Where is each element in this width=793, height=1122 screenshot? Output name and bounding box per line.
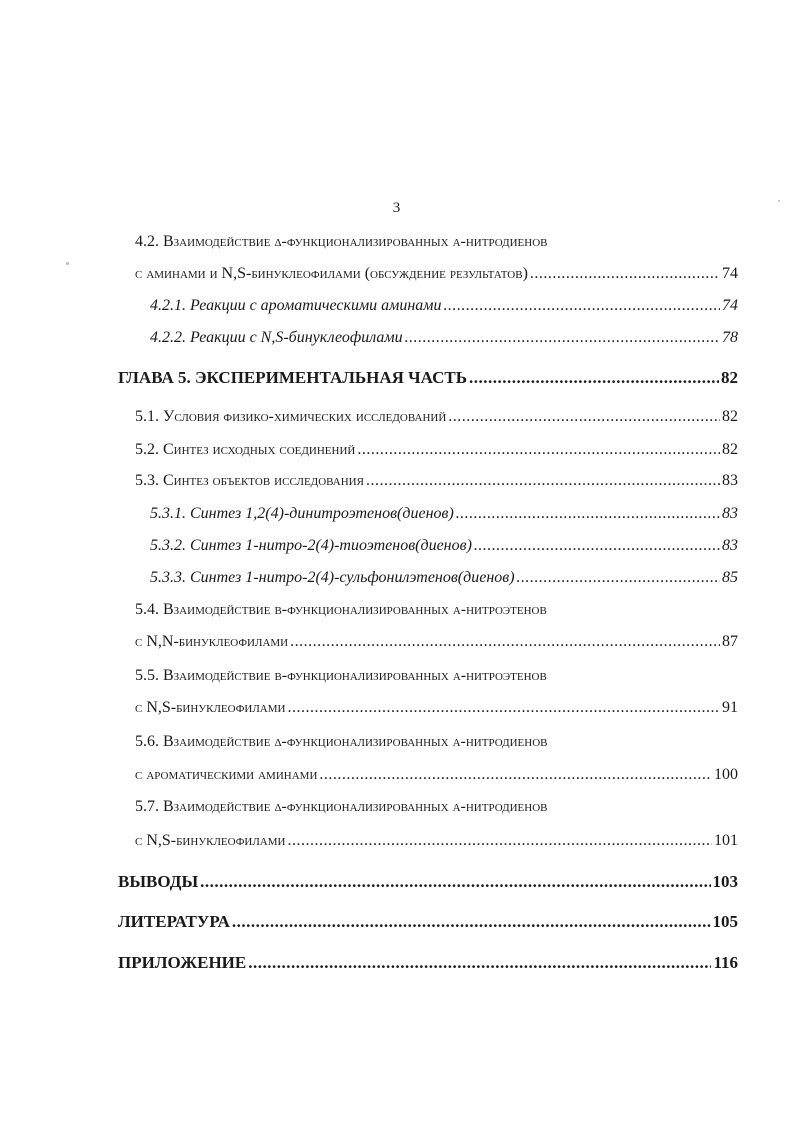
scan-speck <box>778 200 780 202</box>
toc-entry-5-2[interactable] <box>135 440 738 460</box>
dot-leader <box>248 953 711 973</box>
toc-entry-label: 4.2.2. Реакции с N,S-бинуклеофилами <box>150 329 403 346</box>
toc-page-number: 83 <box>722 537 738 554</box>
toc-entry-references[interactable] <box>118 912 738 932</box>
toc-entry-5-6[interactable] <box>135 765 738 785</box>
toc-entry-label: с аминами и N,S-бинуклеофилами (обсуждение результатов) <box>135 265 528 282</box>
toc-page-number: 91 <box>722 699 738 716</box>
toc-entry-label: 5.2. Синтез исходных соединений <box>135 441 356 458</box>
dot-leader <box>517 568 720 588</box>
dot-leader <box>200 872 710 892</box>
dot-leader <box>287 698 720 718</box>
dot-leader <box>287 831 712 851</box>
dot-leader <box>530 264 720 284</box>
dot-leader <box>290 632 720 652</box>
toc-page-number: 116 <box>713 953 738 972</box>
toc-entry-5-7-line1: 5.7. Взаимодействие δ-функционализированных α-нитродиенов <box>135 798 548 815</box>
toc-entry-label: 4.2.1. Реакции с ароматическими аминами <box>150 297 442 314</box>
toc-entry-5-3-1[interactable] <box>150 504 738 524</box>
toc-page-number: 101 <box>714 832 738 849</box>
toc-entry-appendix[interactable] <box>118 953 738 973</box>
toc-page-number: 82 <box>722 408 738 425</box>
toc-entry-5-3-3[interactable] <box>150 568 738 588</box>
toc-entry-5-6-line1: 5.6. Взаимодействие δ-функционализированных α-нитродиенов <box>135 733 548 750</box>
toc-page-number: 83 <box>722 505 738 522</box>
toc-entry-5-4-line1: 5.4. Взаимодействие β-функционализированных α-нитроэтенов <box>135 601 547 618</box>
toc-entry-4-2-line1: 4.2. Взаимодействие δ-функционализированных α-нитродиенов <box>135 233 548 250</box>
toc-entry-chapter-5[interactable] <box>118 368 738 388</box>
toc-entry-label: ГЛАВА 5. ЭКСПЕРИМЕНТАЛЬНАЯ ЧАСТЬ <box>118 368 467 387</box>
toc-entry-label: 5.3.3. Синтез 1-нитро-2(4)-сульфонилэтенов(диенов) <box>150 569 515 586</box>
toc-entry-label: ВЫВОДЫ <box>118 872 199 891</box>
toc-page-number: 100 <box>714 766 738 783</box>
toc-page-number: 74 <box>722 297 738 314</box>
dot-leader <box>319 765 712 785</box>
dot-leader <box>357 440 720 460</box>
toc-entry-label: 5.3.1. Синтез 1,2(4)-динитроэтенов(диенов) <box>150 505 454 522</box>
toc-page-number: 74 <box>722 265 738 282</box>
dot-leader <box>366 471 720 491</box>
toc-entry-5-3-2[interactable] <box>150 536 738 556</box>
toc-entry-4-2-2[interactable] <box>150 328 738 348</box>
toc-entry-label: ПРИЛОЖЕНИЕ <box>118 953 247 972</box>
dot-leader <box>474 536 720 556</box>
toc-entry-conclusions[interactable] <box>118 872 738 892</box>
toc-entry-5-3[interactable] <box>135 471 738 491</box>
toc-page-number: 78 <box>722 329 738 346</box>
toc-page-number: 103 <box>712 872 738 891</box>
toc-entry-label: с N,S-бинуклеофилами <box>135 699 286 716</box>
toc-entry-label: 5.3. Синтез объектов исследования <box>135 472 364 489</box>
toc-entry-label: ЛИТЕРАТУРА <box>118 912 230 931</box>
toc-entry-5-5[interactable] <box>135 698 738 718</box>
toc-page-number: 85 <box>722 569 738 586</box>
toc-entry-5-5-line1: 5.5. Взаимодействие β-функционализированных α-нитроэтенов <box>135 667 547 684</box>
page-number: 3 <box>392 200 401 216</box>
dot-leader <box>448 407 720 427</box>
toc-entry-5-1[interactable] <box>135 407 738 427</box>
dot-leader <box>405 328 720 348</box>
toc-page-number: 82 <box>721 368 738 387</box>
toc-entry-label: 5.1. Условия физико-химических исследований <box>135 408 447 425</box>
toc-entry-label: с ароматическими аминами <box>135 766 318 783</box>
toc-entry-4-2[interactable] <box>135 264 738 284</box>
dot-leader <box>444 296 720 316</box>
toc-page-number: 87 <box>722 633 738 650</box>
scan-speck <box>66 262 69 265</box>
toc-entry-label: с N,S-бинуклеофилами <box>135 832 286 849</box>
toc-entry-4-2-1[interactable] <box>150 296 738 316</box>
toc-entry-5-4[interactable] <box>135 632 738 652</box>
toc-entry-5-7[interactable] <box>135 831 738 851</box>
toc-entry-label: 5.3.2. Синтез 1-нитро-2(4)-тиоэтенов(диенов) <box>150 537 472 554</box>
toc-page-number: 105 <box>712 912 738 931</box>
toc-page-number: 83 <box>722 472 738 489</box>
toc-page-number: 82 <box>722 441 738 458</box>
dot-leader <box>469 368 719 388</box>
toc-entry-label: с N,N-бинуклеофилами <box>135 633 289 650</box>
dot-leader <box>456 504 720 524</box>
dot-leader <box>232 912 711 932</box>
